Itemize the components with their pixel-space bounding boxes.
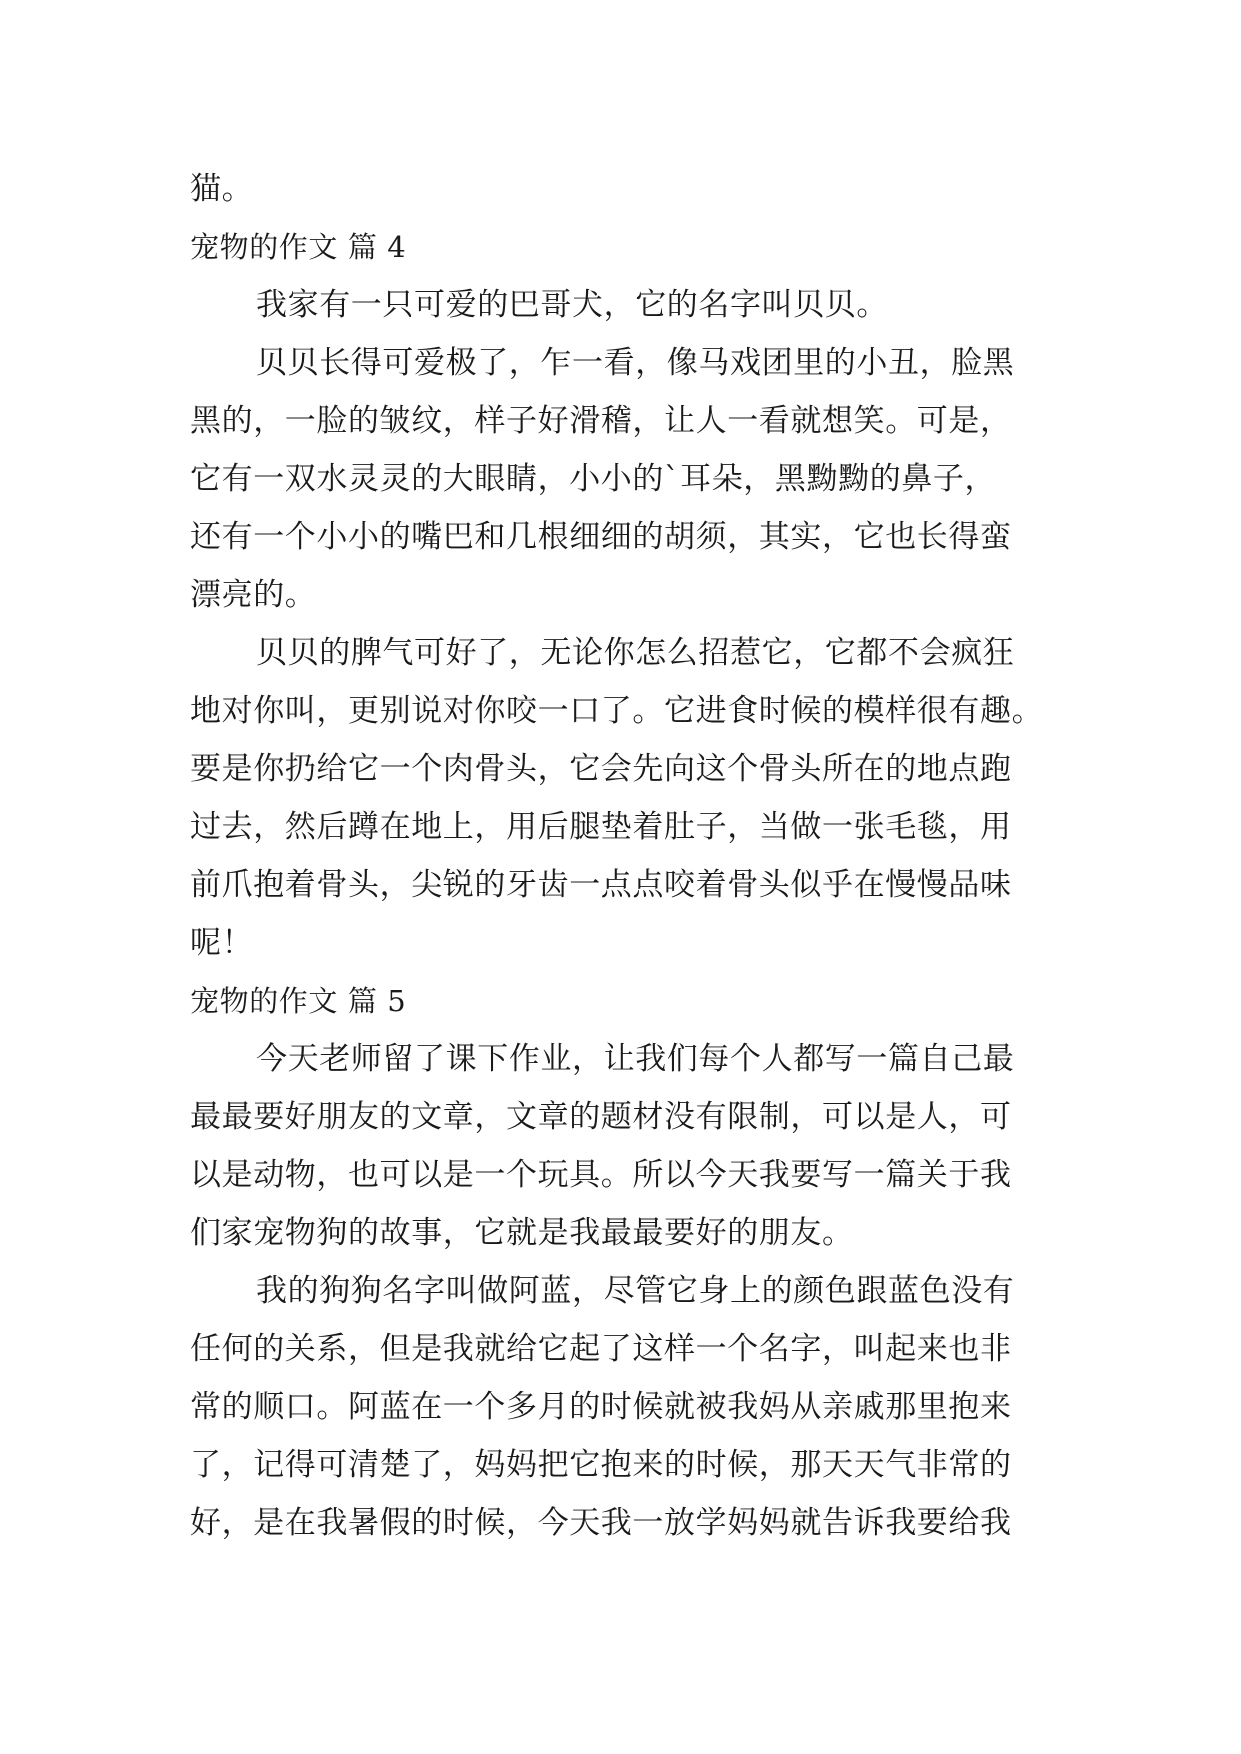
text-line: 我的狗狗名字叫做阿蓝，尽管它身上的颜色跟蓝色没有 xyxy=(256,1273,1015,1309)
text-line: 贝贝长得可爱极了，乍一看，像马戏团里的小丑，脸黑 xyxy=(256,345,1015,381)
text-line: 地对你叫，更别说对你咬一口了。它进食时候的模样很有趣。 xyxy=(190,693,1044,729)
text-line: 还有一个小小的嘴巴和几根细细的胡须，其实，它也长得蛮 xyxy=(190,519,1012,555)
text-line: 好，是在我暑假的时候，今天我一放学妈妈就告诉我要给我 xyxy=(190,1505,1012,1541)
text-line: 要是你扔给它一个肉骨头，它会先向这个骨头所在的地点跑 xyxy=(190,751,1012,787)
section5-paragraph-2 xyxy=(190,1262,1070,1552)
section5-paragraph-1 xyxy=(190,1030,1070,1262)
text-line: 常的顺口。阿蓝在一个多月的时候就被我妈从亲戚那里抱来 xyxy=(190,1389,1012,1425)
continuation-line: 猫。 xyxy=(190,171,254,207)
text-line: 前爪抱着骨头，尖锐的牙齿一点点咬着骨头似乎在慢慢品味 xyxy=(190,867,1012,903)
text-line: 了，记得可清楚了，妈妈把它抱来的时候，那天天气非常的 xyxy=(190,1447,1012,1483)
text-line: 黑的，一脸的皱纹，样子好滑稽，让人一看就想笑。可是， xyxy=(190,403,1012,439)
text-line: 漂亮的。 xyxy=(190,577,317,613)
text-line: 过去，然后蹲在地上，用后腿垫着肚子，当做一张毛毯，用 xyxy=(190,809,1012,845)
text-line: 今天老师留了课下作业，让我们每个人都写一篇自己最 xyxy=(256,1041,1015,1077)
section4-paragraph-2 xyxy=(190,334,1070,624)
text-line: 它有一双水灵灵的大眼睛，小小的`耳朵，黑黝黝的鼻子， xyxy=(190,461,997,497)
document-page xyxy=(190,160,1070,1552)
section4-paragraph-1 xyxy=(190,276,1070,334)
section4-paragraph-3 xyxy=(190,624,1070,972)
text-line: 以是动物，也可以是一个玩具。所以今天我要写一篇关于我 xyxy=(190,1157,1012,1193)
section-heading-4: 宠物的作文 篇 4 xyxy=(190,230,407,264)
text-line: 我家有一只可爱的巴哥犬，它的名字叫贝贝。 xyxy=(256,287,888,323)
text-line: 呢！ xyxy=(190,925,254,961)
text-line: 任何的关系，但是我就给它起了这样一个名字，叫起来也非 xyxy=(190,1331,1012,1367)
text-line: 最最要好朋友的文章，文章的题材没有限制，可以是人，可 xyxy=(190,1099,1012,1135)
text-line: 们家宠物狗的故事，它就是我最最要好的朋友。 xyxy=(190,1215,854,1251)
section-heading-5: 宠物的作文 篇 5 xyxy=(190,984,407,1018)
text-line: 贝贝的脾气可好了，无论你怎么招惹它，它都不会疯狂 xyxy=(256,635,1015,671)
